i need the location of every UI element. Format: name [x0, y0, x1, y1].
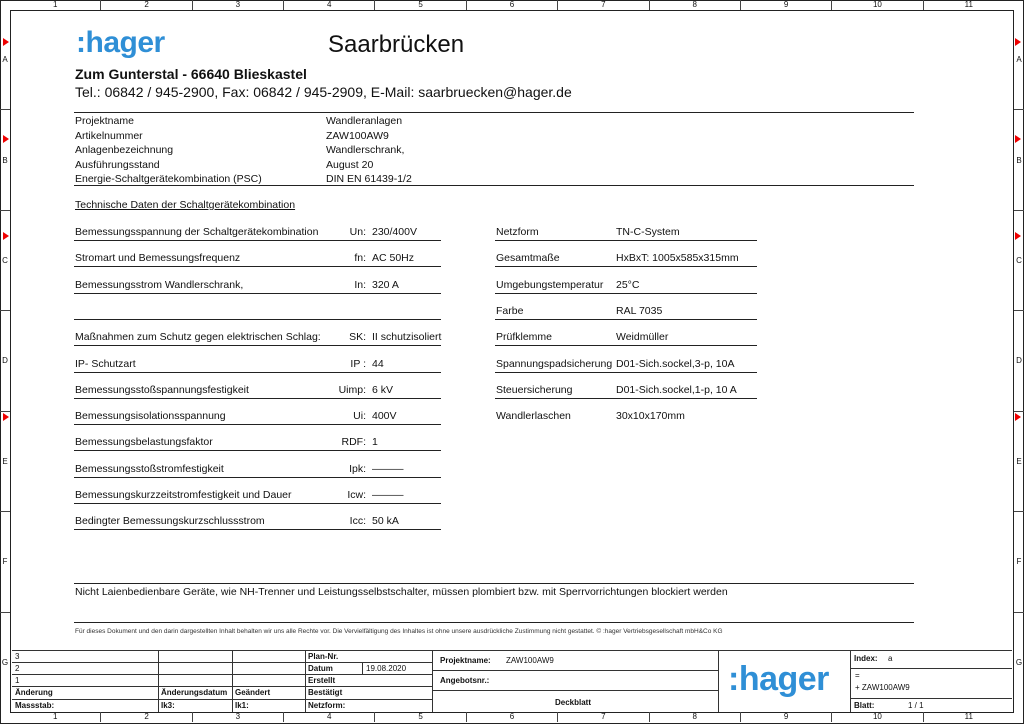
bestaetigt-label: Bestätigt	[308, 688, 343, 697]
hager-logo: :hager	[76, 26, 165, 59]
massstab-label: Massstab:	[15, 701, 55, 710]
spec-underline	[74, 529, 441, 530]
row-index-cell: F	[1014, 511, 1024, 611]
column-index-cell: 7	[557, 0, 648, 10]
marker-arrow-icon	[1015, 232, 1021, 240]
netzform-label: Netzform:	[308, 701, 346, 710]
spec-label: Bemessungsbelastungsfaktor	[75, 436, 213, 449]
spec-sym: Icc:	[349, 515, 366, 528]
spec-sym: IP :	[350, 357, 366, 370]
column-index-cell: 9	[740, 712, 831, 722]
project-info-label: Ausführungsstand	[75, 158, 160, 171]
marker-arrow-icon	[3, 135, 9, 143]
spec-label: Bedingter Bemessungskurzschlussstrom	[75, 515, 265, 528]
spec-underline	[74, 424, 441, 425]
column-index-cell: 5	[374, 0, 465, 10]
legal-text: Für dieses Dokument und den darin dargestellten Inhalt behalten wir uns alle Rechte vor. Die Vervielfältigung des Inhaltes ist ohne unsere ausdrückliche Zustimmung nicht gestattet. © :hager Vertriebsgesellschaft mbH&Co KG	[75, 628, 723, 635]
spec-underline	[495, 240, 757, 241]
eq-sign: =	[855, 671, 860, 680]
divider	[74, 583, 914, 584]
spec-sym: In:	[354, 278, 366, 291]
project-info-value: Wandleranlagen	[326, 115, 403, 127]
marker-arrow-icon	[3, 38, 9, 46]
city-title: Saarbrücken	[328, 31, 465, 58]
right-spec-value: RAL 7035	[616, 304, 663, 317]
spec-value: 50 kA	[372, 515, 399, 528]
marker-arrow-icon	[1015, 135, 1021, 143]
spec-label: Bemessungsisolationsspannung	[75, 410, 226, 423]
spec-underline	[495, 293, 757, 294]
marker-arrow-icon	[1015, 38, 1021, 46]
row-index-right	[1014, 10, 1024, 712]
spec-sym: Ui:	[353, 410, 366, 423]
row-index-cell: B	[1014, 109, 1024, 209]
angebotsnr-label: Angebotsnr.:	[440, 676, 490, 685]
right-spec-label: Netzform	[496, 226, 539, 238]
column-index-cell: 10	[831, 0, 922, 10]
row-index-cell: E	[1014, 411, 1024, 511]
column-index-cell: 2	[100, 0, 191, 10]
spec-value: 230/400V	[372, 226, 417, 238]
spec-underline	[74, 503, 441, 504]
right-spec-label: Spannungspadsicherung	[496, 357, 613, 370]
row-index-cell: D	[1014, 310, 1024, 410]
index-label: Index:	[854, 654, 878, 663]
column-index-cell: 3	[192, 0, 283, 10]
spec-value: 6 kV	[372, 383, 394, 396]
datum-value: 19.08.2020	[366, 664, 407, 673]
spec-label: Bemessungsstoßspannungsfestigkeit	[75, 383, 249, 396]
rev-row-3: 3	[15, 652, 20, 661]
spec-label: Bemessungsspannung der Schaltgerätekombination	[75, 226, 319, 238]
spec-underline	[74, 293, 441, 294]
spec-underline	[74, 372, 441, 373]
column-index-cell: 4	[283, 712, 374, 722]
right-spec-value: 25°C	[616, 278, 640, 291]
column-index-cell: 11	[923, 712, 1014, 722]
blatt-label: Blatt:	[854, 701, 875, 710]
project-info-label: Anlagenbezeichnung	[75, 144, 174, 156]
right-spec-label: Wandlerlaschen	[496, 410, 571, 423]
right-spec-value: Weidmüller	[616, 331, 669, 344]
project-info-label: Projektname	[75, 115, 134, 127]
project-info-value: DIN EN 61439-1/2	[326, 173, 412, 185]
spec-sym: Un:	[349, 226, 366, 238]
spec-underline	[495, 345, 757, 346]
spec-label: Maßnahmen zum Schutz gegen elektrischen Schlag:	[75, 331, 321, 344]
spec-value: ———	[372, 489, 404, 501]
right-spec-value: TN-C-System	[616, 226, 680, 238]
column-index-cell: 7	[557, 712, 648, 722]
column-index-cell: 1	[52, 712, 58, 721]
column-index-cell: 9	[740, 0, 831, 10]
row-index-left	[0, 10, 10, 712]
divider	[74, 112, 914, 113]
column-index-cell: 6	[466, 712, 557, 722]
contact-line: Tel.: 06842 / 945-2900, Fax: 06842 / 945-2909, E-Mail: saarbruecken@hager.de	[75, 84, 572, 100]
row-index-cell: B	[0, 109, 10, 209]
spec-value: AC 50Hz	[372, 252, 415, 265]
divider	[74, 185, 914, 186]
column-index-cell: 6	[466, 0, 557, 10]
column-index-cell: 4	[283, 0, 374, 10]
ik1-label: Ik1:	[235, 701, 249, 710]
blatt-value: 1 / 1	[908, 701, 924, 710]
plus-ref: + ZAW100AW9	[855, 683, 910, 692]
spec-sym: SK:	[349, 331, 366, 344]
spec-underline	[74, 266, 441, 267]
right-spec-label: Umgebungstemperatur	[496, 278, 604, 291]
row-index-cell: A	[2, 55, 8, 65]
spec-underline	[74, 450, 441, 451]
projektname-value: ZAW100AW9	[506, 656, 554, 665]
ik3-label: Ik3:	[161, 701, 175, 710]
spec-value: 320 A	[372, 278, 399, 291]
erstellt-label: Erstellt	[308, 676, 336, 685]
spec-value: 400V	[372, 410, 397, 423]
right-spec-label: Prüfklemme	[496, 331, 553, 344]
aenderung-label: Änderung	[15, 688, 53, 697]
right-spec-value: D01-Sich.sockel,3-p, 10A	[616, 357, 735, 370]
aenderungsdatum-label: Änderungsdatum	[161, 688, 228, 697]
spec-underline	[74, 319, 441, 320]
column-index-cell: 11	[923, 0, 1014, 10]
spec-underline	[495, 372, 757, 373]
right-spec-value: 30x10x170mm	[616, 410, 685, 423]
project-info-value: ZAW100AW9	[326, 129, 389, 142]
spec-underline	[495, 266, 757, 267]
marker-arrow-icon	[1015, 413, 1021, 421]
title-block	[12, 650, 1012, 712]
row-index-cell: C	[0, 210, 10, 310]
spec-sym: Ipk:	[349, 462, 366, 475]
right-spec-label: Steuersicherung	[496, 383, 573, 396]
spec-underline	[74, 477, 441, 478]
hager-logo-titleblock: :hager	[728, 660, 829, 698]
column-index-cell: 5	[374, 712, 465, 722]
spec-sym: RDF:	[341, 436, 366, 449]
spec-label: Bemessungsstoßstromfestigkeit	[75, 462, 224, 475]
project-info-value: Wandlerschrank,	[326, 144, 405, 156]
spec-label: Bemessungskurzzeitstromfestigkeit und Dauer	[75, 489, 292, 501]
row-index-cell: G	[1014, 612, 1024, 712]
spec-label: Bemessungsstrom Wandlerschrank,	[75, 278, 244, 291]
spec-value: II schutzisoliert	[372, 331, 442, 344]
spec-value: ———	[372, 462, 404, 475]
projektname-label: Projektname:	[440, 656, 491, 665]
rev-row-2: 2	[15, 664, 20, 673]
column-index-cell: 10	[831, 712, 922, 722]
right-spec-label: Gesamtmaße	[496, 252, 560, 265]
spec-sym: fn:	[354, 252, 366, 265]
column-index-cell: 1	[52, 0, 58, 9]
project-info-label: Energie-Schaltgerätekombination (PSC)	[75, 173, 262, 185]
row-index-cell: C	[1014, 210, 1024, 310]
geaendert-label: Geändert	[235, 688, 271, 697]
row-index-cell: D	[0, 310, 10, 410]
section-title: Technische Daten der Schaltgerätekombination	[75, 199, 296, 211]
column-index-cell: 3	[192, 712, 283, 722]
spec-sym: Icw:	[347, 489, 366, 501]
address: Zum Gunterstal - 66640 Blieskastel	[75, 66, 307, 82]
project-info-value: August 20	[326, 158, 374, 171]
plan-nr-label: Plan-Nr.	[308, 652, 339, 661]
right-spec-value: HxBxT: 1005x585x315mm	[616, 252, 739, 265]
column-index-cell: 8	[649, 0, 740, 10]
notice-text: Nicht Laienbedienbare Geräte, wie NH-Trenner und Leistungsselbstschalter, müssen plombiert bzw. mit Sperrvorrichtungen blockiert werden	[75, 586, 728, 598]
index-value: a	[888, 654, 893, 663]
deckblatt-label: Deckblatt	[555, 698, 592, 707]
spec-underline	[74, 345, 441, 346]
right-spec-label: Farbe	[496, 304, 524, 317]
row-index-cell: G	[0, 612, 10, 712]
spec-sym: Uimp:	[338, 383, 366, 396]
row-index-cell: F	[0, 511, 10, 611]
spec-underline	[495, 398, 757, 399]
column-index-cell: 8	[649, 712, 740, 722]
marker-arrow-icon	[3, 232, 9, 240]
spec-underline	[74, 398, 441, 399]
column-index-top	[10, 0, 1014, 10]
spec-underline	[74, 240, 441, 241]
row-index-cell: E	[0, 411, 10, 511]
spec-label: IP- Schutzart	[75, 357, 136, 370]
right-spec-value: D01-Sich.sockel,1-p, 10 A	[616, 383, 737, 396]
column-index-cell: 2	[100, 712, 191, 722]
spec-value: 44	[372, 357, 384, 370]
spec-underline	[495, 319, 757, 320]
spec-value: 1	[372, 436, 378, 449]
divider	[74, 622, 914, 623]
rev-row-1: 1	[15, 676, 20, 685]
marker-arrow-icon	[3, 413, 9, 421]
datum-label: Datum	[308, 664, 333, 673]
spec-label: Stromart und Bemessungsfrequenz	[75, 252, 241, 265]
project-info-label: Artikelnummer	[75, 129, 143, 142]
column-index-bottom	[10, 712, 1014, 722]
row-index-cell: A	[1016, 55, 1022, 65]
